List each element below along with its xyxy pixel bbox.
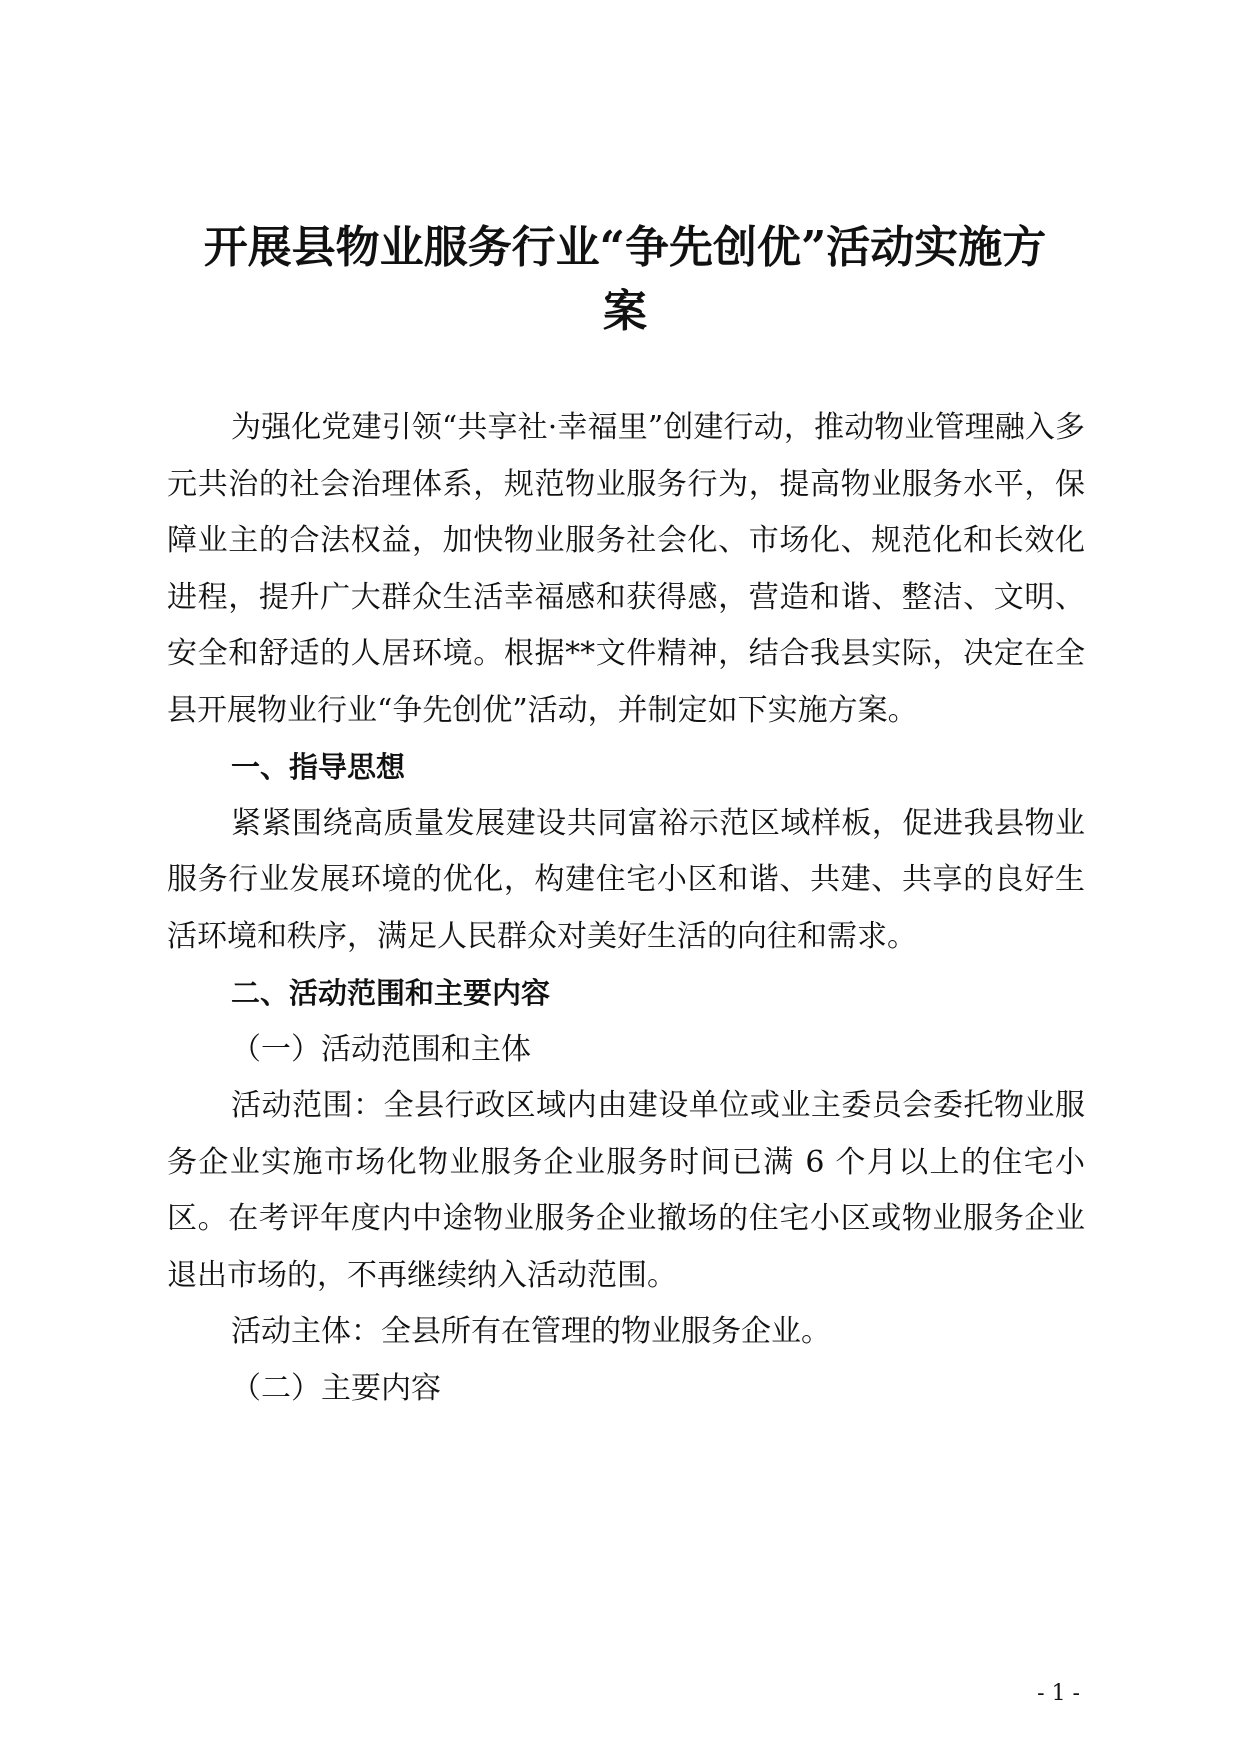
activity-subject-paragraph: 活动主体：全县所有在管理的物业服务企业。: [231, 1314, 831, 1349]
document-title: [165, 216, 1085, 344]
intro-paragraph: 为强化党建引领“共享社·幸福里”创建行动，推动物业管理融入多元共治的社会治理体系，规范物业服务行为，提高物业服务水平，保障业主的合法权益，加快物业服务社会化、市场化、规范化和长效化进程，提升广大群众生活幸福感和获得感，营造和谐、整洁、文明、安全和舒适的人居环境。根据**文件精神，结合我县实际，决定在全县开展物业行业“争先创优”活动，并制定如下实施方案。: [167, 410, 1085, 728]
section-heading-guiding-ideology: 一、指导思想: [231, 750, 406, 784]
title-line-1: 开展县物业服务行业“争先创优”活动实施方: [203, 222, 1047, 273]
guiding-ideology-paragraph: 紧紧围绕高质量发展建设共同富裕示范区域样板，促进我县物业服务行业发展环境的优化，构建住宅小区和谐、共建、共享的良好生活环境和秩序，满足人民群众对美好生活的向往和需求。: [167, 805, 1085, 954]
page-number: - 1 -: [1037, 1681, 1080, 1706]
activity-scope-paragraph: 活动范围：全县行政区域内由建设单位或业主委员会委托物业服务企业实施市场化物业服务企业服务时间已满 6 个月以上的住宅小区。在考评年度内中途物业服务企业撤场的住宅小区或物业服务企业退出市场的，不再继续纳入活动范围。: [167, 1088, 1085, 1293]
section-heading-scope-and-content: 二、活动范围和主要内容: [231, 976, 551, 1010]
subsection-heading-scope-and-subject: （一）活动范围和主体: [231, 1031, 531, 1067]
document-body: [167, 400, 1085, 1417]
subsection-heading-main-content: （二）主要内容: [231, 1370, 441, 1406]
title-line-2: 案: [603, 286, 647, 337]
